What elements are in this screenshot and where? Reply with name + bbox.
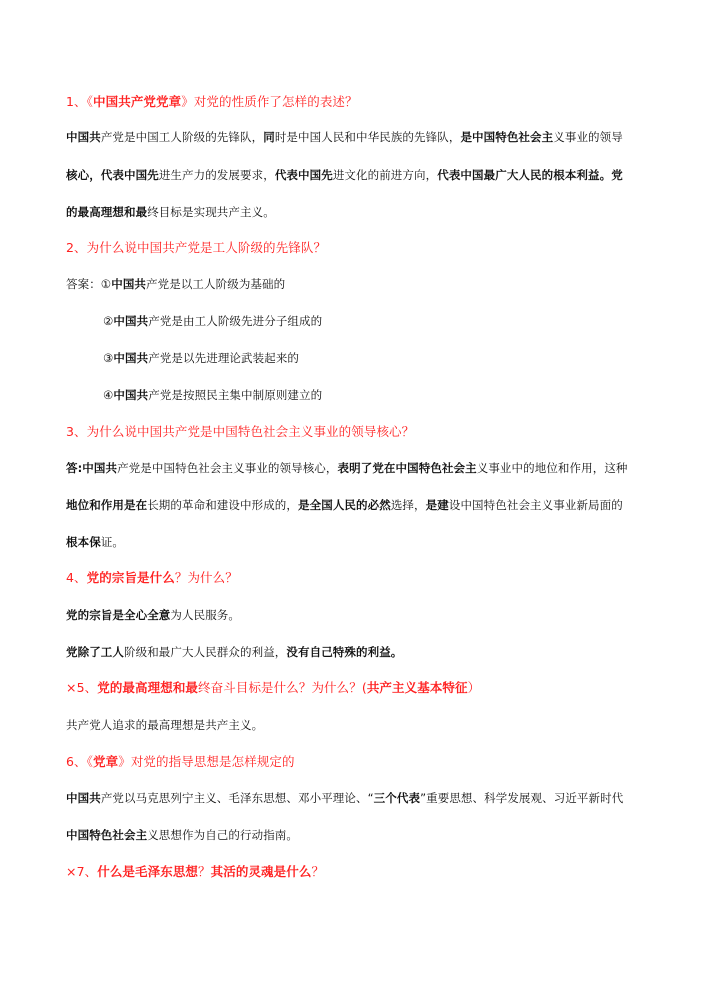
question-number: ×7、 xyxy=(66,864,98,879)
answer-2-line-4 xyxy=(103,387,322,403)
answer-text: 阶级和最广大人民群众的利益， xyxy=(124,645,287,659)
answer-text-bold: 表明了党在中国特色社会主 xyxy=(337,461,477,475)
answer-text: ”重要思想、科学发展观、习近平新时代 xyxy=(420,791,624,805)
answer-3-line-2 xyxy=(66,497,623,513)
answer-text: 进生产力的发展要求， xyxy=(158,168,275,182)
answer-text: 为人民服务。 xyxy=(170,608,241,622)
answer-4-line-2 xyxy=(66,644,402,660)
question-text: 》对党的性质作了怎样的表述？ xyxy=(181,94,358,109)
answer-text: 产党是中国特色社会主义事业的领导核心， xyxy=(117,461,338,475)
answer-text: 义事业中的地位和作用，这种 xyxy=(476,461,628,475)
answer-5-line-1 xyxy=(66,717,263,733)
answer-text: 证。 xyxy=(100,535,125,549)
answer-4-line-1 xyxy=(66,607,240,623)
question-7-title xyxy=(66,864,324,880)
question-text-bold: 党的宗旨是什么 xyxy=(86,570,175,585)
answer-text: 产党以马克思列宁主义、毛泽东思想、邓小平理论、“ xyxy=(100,791,374,805)
answer-text: 义事业的领导 xyxy=(553,130,623,144)
answer-text: 时是中国人民和中华民族的先锋队， xyxy=(274,130,461,144)
question-text: ？为什么？ xyxy=(174,570,238,585)
answer-text-bold: 答:中国共 xyxy=(66,461,118,475)
answer-1-line-2 xyxy=(66,167,623,183)
answer-text: 产党是中国工人阶级的先锋队， xyxy=(100,130,264,144)
answer-text: 义思想作为自己的行动指南。 xyxy=(147,828,299,842)
answer-text-bold: 中国共 xyxy=(66,130,101,144)
question-text-bold: 其活的灵魂是什么 xyxy=(210,864,312,879)
answer-6-line-2 xyxy=(66,827,298,843)
answer-text: 产党是以工人阶级为基础的 xyxy=(146,277,286,291)
question-text: 终奋斗目标是什么？为什么？( xyxy=(198,680,367,695)
answer-text-bold: 三个代表 xyxy=(373,791,421,805)
answer-text-bold: 党除了工人 xyxy=(66,645,124,659)
answer-text-bold: 代表中国先 xyxy=(274,168,333,182)
question-text: ） xyxy=(467,680,481,695)
question-text-bold: 什么是毛泽东思想 xyxy=(97,864,199,879)
answer-text-bold: 是中国特色社会主 xyxy=(460,130,554,144)
answer-text: 共产党人追求的最高理想是共产主义。 xyxy=(66,718,264,732)
answer-text-bold: 同 xyxy=(263,130,275,144)
answer-text-bold: 中国共 xyxy=(113,388,149,402)
question-2-title: 2、为什么说中国共产党是工人阶级的先锋队？ xyxy=(66,240,327,255)
answer-text: 产党是以先进理论武装起来的 xyxy=(148,351,300,365)
answer-text-bold: 中国共 xyxy=(66,791,101,805)
question-text: ？ xyxy=(311,864,325,879)
answer-1-line-3 xyxy=(66,204,275,220)
answer-text-bold: 地位和作用是在 xyxy=(66,498,148,512)
answer-text-bold: 中国共 xyxy=(113,314,149,328)
answer-2-line-2 xyxy=(103,313,322,329)
question-text: 》对党的指导思想是怎样规定的 xyxy=(118,754,295,769)
question-number: 1、《 xyxy=(66,94,94,109)
answer-text: 终目标是实现共产主义。 xyxy=(147,205,275,219)
answer-text: 进文化的前进方向， xyxy=(332,168,438,182)
answer-text: 选择， xyxy=(390,498,426,512)
answer-1-line-1 xyxy=(66,129,623,145)
question-number: 6、《 xyxy=(66,754,94,769)
answer-2-line-1 xyxy=(66,276,285,292)
question-text-bold: 党的最高理想和最 xyxy=(97,680,199,695)
answer-text-bold: 的最高理想和最 xyxy=(66,205,148,219)
answer-text-bold: 是建 xyxy=(425,498,449,512)
answer-text-bold: 中国特色社会主 xyxy=(66,828,148,842)
question-text-bold: 党章 xyxy=(93,754,119,769)
answer-label: 答案：① xyxy=(66,277,112,291)
answer-text-bold: 中国共 xyxy=(113,351,149,365)
question-6-title xyxy=(66,754,295,770)
answer-text: 产党是由工人阶级先进分子组成的 xyxy=(148,314,323,328)
question-text-bold: 中国共产党党章 xyxy=(93,94,182,109)
question-1-title xyxy=(66,94,358,110)
answer-text: 长期的革命和建设中形成的， xyxy=(147,498,299,512)
answer-text-bold: 代表中国最广大人民的根本利益。党 xyxy=(437,168,623,182)
answer-3-line-1 xyxy=(66,460,628,476)
answer-text-bold: 党的宗旨是全心全意 xyxy=(66,608,171,622)
question-5-title xyxy=(66,680,480,696)
answer-text-bold: 核心，代表中国先 xyxy=(66,168,159,182)
question-3-title: 3、为什么说中国共产党是中国特色社会主义事业的领导核心？ xyxy=(66,424,415,439)
answer-3-line-3 xyxy=(66,534,124,550)
answer-text-bold: 没有自己特殊的利益。 xyxy=(286,645,403,659)
answer-text-bold: 中国共 xyxy=(111,277,147,291)
question-text: ？ xyxy=(198,864,211,879)
answer-2-line-3 xyxy=(103,350,299,366)
list-marker: ② xyxy=(103,314,114,328)
question-number: 4、 xyxy=(66,570,87,585)
question-4-title xyxy=(66,570,238,586)
answer-text-bold: 是全国人民的必然 xyxy=(298,498,391,512)
question-text-bold: 共产主义基本特征 xyxy=(366,680,468,695)
list-marker: ④ xyxy=(103,388,114,402)
answer-text: 产党是按照民主集中制原则建立的 xyxy=(148,388,323,402)
answer-text: 设中国特色社会主义事业新局面的 xyxy=(448,498,623,512)
list-marker: ③ xyxy=(103,351,114,365)
answer-6-line-1 xyxy=(66,790,623,806)
answer-text-bold: 根本保 xyxy=(66,535,101,549)
question-number: ×5、 xyxy=(66,680,98,695)
